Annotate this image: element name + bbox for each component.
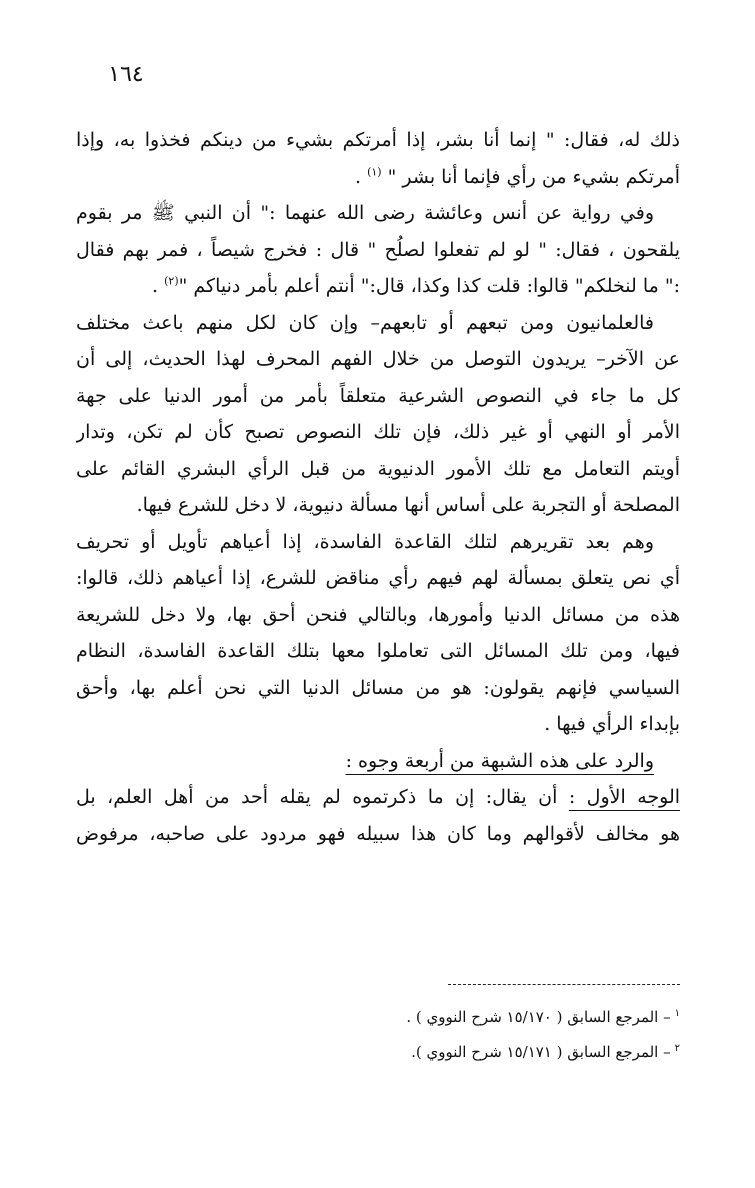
text-line: فيها، ومن تلك المسائل التى تعاملوا معها بتلك القاعدة الفاسدة، النظام (76, 640, 680, 662)
footnote-text: – المرجع السابق ( ١٥/١٧١ شرح النووي ). (411, 1043, 671, 1061)
text-line: وهم بعد تقريرهم لتلك القاعدة الفاسدة، إذا أعياهم تأويل أو تحريف (76, 530, 654, 553)
text-line (76, 779, 680, 816)
page-number: ١٦٤ (108, 62, 144, 87)
text-line: بإبداء الرأي فيها . (544, 713, 680, 735)
text-line (76, 268, 680, 305)
text-line: ذلك له، فقال: " إنما أنا بشر، إذا أمرتكم بشيء من دينكم فخذوا به، وإذا (76, 129, 680, 151)
main-text (76, 122, 680, 852)
footnote-separator (448, 984, 680, 985)
text-line: وفي رواية عن أنس وعائشة رضى الله عنهما :" أن النبي ﷺ مر بقوم (76, 202, 654, 224)
text-line: الأمر أو النهي أو غير ذلك، فإن تلك النصوص تصبح كأن لم تكن، وتدار (76, 421, 680, 443)
section-heading (76, 743, 680, 780)
text-line: المصلحة أو التجربة على أساس أنها مسألة دنيوية، لا دخل للشرع فيها. (136, 494, 680, 516)
footnote-mark: ٢ (674, 1043, 680, 1054)
footnote-2 (300, 1033, 680, 1068)
footnote-1 (300, 998, 680, 1033)
text-line: هذه من مسائل الدنيا وأمورها، وبالتالي فنحن أحق بها، ولا دخل للشريعة (76, 603, 680, 626)
sentence-end: . (354, 165, 362, 188)
footnote-mark: ١ (674, 1008, 680, 1019)
footnote-text: – المرجع السابق ( ١٥/١٧٠ شرح النووي ) . (406, 1008, 671, 1026)
text-line: عن الآخر– يريدون التوصل من خلال الفهم المحرف لهذا الحديث، إلى أن (76, 348, 680, 370)
text-line: أي نص يتعلق بمسألة لهم فيهم رأي مناقض للشرع، إذا أعياهم ذلك، قالوا: (76, 567, 680, 589)
text-line-content: أمرتكم بشيء من رأي فإنما أنا بشر " (387, 165, 680, 188)
text-line: أويتم التعامل مع تلك الأمور الدنيوية من قبل الرأي البشري القائم على (76, 457, 680, 480)
text-line: يلقحون ، فقال: " لو لم تفعلوا لصلُح " قال : فخرج شيصاً ، فمر بهم فقال (76, 238, 680, 261)
first-argument-label: الوجه الأول : (568, 786, 680, 808)
text-line (76, 159, 680, 196)
footnotes (300, 998, 680, 1068)
section-heading-text: والرد على هذه الشبهة من أربعة وجوه : (345, 749, 654, 772)
text-line: السياسي فإنهم يقولون: هو من مسائل الدنيا التي نحن أعلم بها، وأحق (76, 676, 680, 699)
text-line: هو مخالف لأقوالهم وما كان هذا سبيله فهو مردود على صاحبه، مرفوض (76, 822, 680, 845)
footnote-ref-2[interactable]: (٢) (164, 274, 179, 288)
text-line-content: :" ما لنخلكم" قالوا: قلت كذا وكذا، قال:" أنتم أعلم بأمر دنياكم " (178, 275, 680, 297)
footnote-ref-1[interactable]: (١) (367, 165, 382, 179)
text-line-content: أن يقال: إن ما ذكرتموه لم يقله أحد من أهل العلم، بل (76, 786, 558, 808)
sentence-end: . (152, 275, 159, 297)
text-line: فالعلمانيون ومن تبعهم أو تابعهم– وإن كان لكل منهم باعث مختلف (76, 311, 654, 334)
text-line: كل ما جاء في النصوص الشرعية متعلقاً بأمر من أمور الدنيا على جهة (76, 384, 680, 407)
